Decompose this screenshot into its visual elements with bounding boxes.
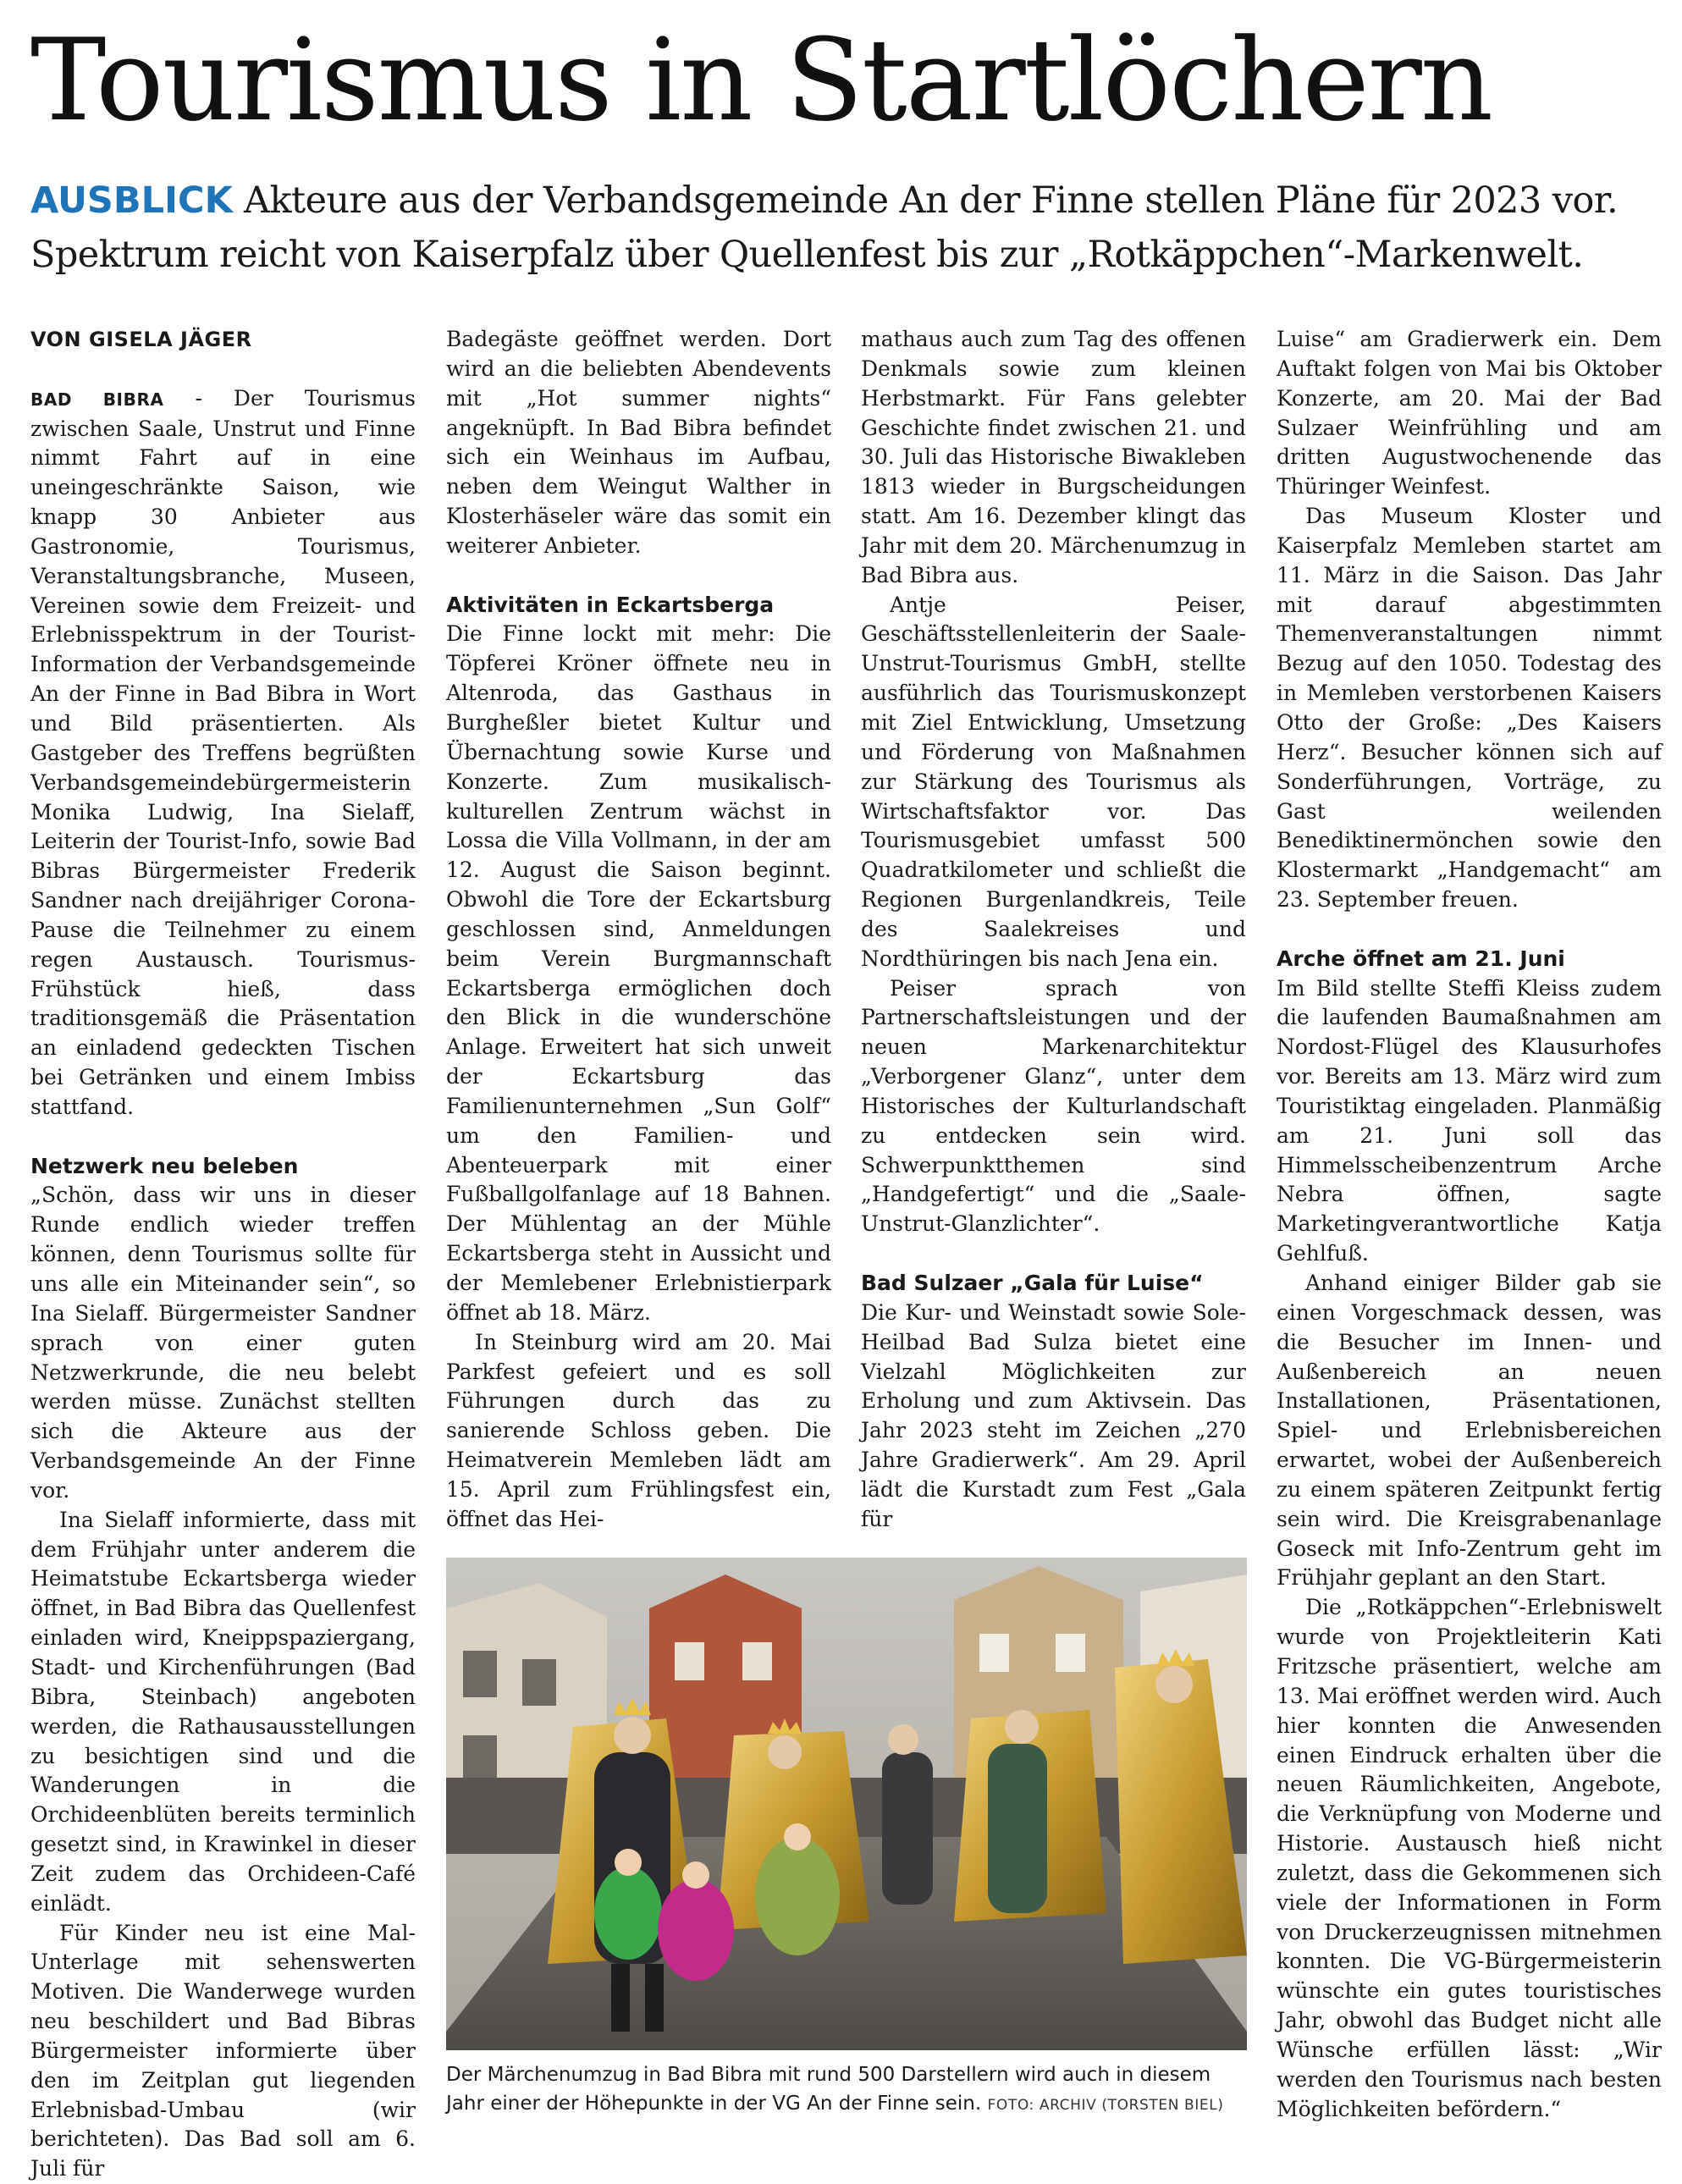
column-4 xyxy=(1277,325,1662,2124)
dateline: BAD BIBRA xyxy=(30,389,164,410)
paragraph-anhand: Anhand einiger Bilder gab sie einen Vorgeschmack dessen, was die Besucher im Innen- und Außenbereich an neuen Installationen, Präsentationen, Spiel- und Erlebnisbereichen erwartet, wobei der Außenbereich zu einem späteren Zeitpunkt fertig sein wird. Die Kreisgrabenanlage Goseck mit Info-Zentrum geht im Frühjahr geplant an den Start. xyxy=(1277,1271,1662,1591)
parade-photo xyxy=(446,1558,1247,2050)
byline: VON GISELA JÄGER xyxy=(30,328,252,351)
column-3 xyxy=(861,325,1246,1535)
caption-text: Der Märchenumzug in Bad Bibra mit rund 500 Darstellern wird auch in diesem Jahr einer der Höhepunkte in der VG An der Finne sein. xyxy=(446,2064,1211,2115)
photo-credit: FOTO: ARCHIV (TORSTEN BIEL) xyxy=(987,2097,1224,2114)
headline: Tourismus in Startlöchern xyxy=(30,14,1492,146)
paragraph-luise: Luise“ am Gradierwerk ein. Dem Auftakt folgen von Mai bis Oktober Konzerte, am 20. Mai der Bad Sulzaer Weinfrühling und am dritten Augustwochenende das Thüringer Weinfest. xyxy=(1277,327,1662,499)
paragraph-badegaeste: Badegäste geöffnet werden. Dort wird an die beliebten Abendevents mit „Hot summer nights“ angeknüpft. In Bad Bibra befindet sich ein Weinhaus im Aufbau, neben dem Weingut Walther in Klosterhäseler wäre das somit ein weiterer Anbieter. xyxy=(446,327,831,558)
subheading-aktivitaeten: Aktivitäten in Eckartsberga xyxy=(446,592,775,617)
photo-caption xyxy=(446,2060,1247,2120)
paragraph-peiser: Peiser sprach von Partnerschaftsleistungen und der neuen Markenarchitektur „Verborgener Glanz“, unter dem Historisches der Kulturlandschaft zu entdecken sein wird. Schwerpunktthemen sind „Handgefertigt“ und die „Saale-Unstrut-Glanzlichter“. xyxy=(861,975,1246,1237)
column-2 xyxy=(446,325,831,1535)
paragraph-bild: Im Bild stellte Steffi Kleiss zudem die laufenden Baumaßnahmen am Nordost-Flügel des Klausurhofes vor. Bereits am 13. März wird zum Touristiktag eingeladen. Planmäßig am 21. Juni soll das Himmelsscheibenzentrum Arche Nebra öffnen, sagte Marketingverantwortliche Katja Gehlfuß. xyxy=(1277,975,1662,1266)
paragraph-finne: Die Finne lockt mit mehr: Die Töpferei Kröner öffnete neu in Altenroda, das Gasthaus in Burgheßler bietet Kultur und Übernachtung sowie Kurse und Konzerte. Zum musikalisch-kulturellen Zentrum wächst in Lossa die Villa Vollmann, in der am 12. August die Saison beginnt. Obwohl die Tore der Eckartsburg geschlossen sind, Anmeldungen beim Verein Burgmannschaft Eckartsberga ermöglichen doch den Blick in die wunderschöne Anlage. Erweitert hat sich unweit der Eckartsburg das Familienunternehmen „Sun Golf“ um den Familien- und Abenteuerpark mit einer Fußballgolfanlage auf 18 Bahnen. Der Mühlentag an der Mühle Eckartsberga steht in Aussicht und der Memlebener Erlebnistierpark öffnet ab 18. März. xyxy=(446,621,831,1325)
subhead-line-2: Spektrum reicht von Kaiserpfalz über Quellenfest bis zur „Rotkäppchen“-Markenwelt. xyxy=(30,234,1584,276)
paragraph-rotkaeppchen: Die „Rotkäppchen“-Erlebniswelt wurde von Projektleiterin Kati Fritzsche präsentiert, welche am 13. Mai eröffnet werden wird. Auch hier konnten die Anwesenden einen Eindruck erhalten über die neuen Räumlichkeiten, Angebote, die Verknüpfung von Moderne und Historie. Austausch hieß nicht zuletzt, dass die Gekommenen sich viele der Informationen in Form von Druckerzeugnissen mitnehmen konnten. Die VG-Bürgermeisterin wünschte ein gutes touristisches Jahr, obwohl das Budget nicht alle Wünsche erfüllen lässt: „Wir werden den Tourismus nach besten Möglichkeiten befördern.“ xyxy=(1277,1595,1662,2121)
paragraph-steinburg: In Steinburg wird am 20. Mai Parkfest gefeiert und es soll Führungen durch das zu sanierende Schloss geben. Die Heimatverein Memleben lädt am 15. April zum Frühlingsfest ein, öffnet das Hei- xyxy=(446,1329,831,1531)
subhead-text-1: Akteure aus der Verbandsgemeinde An der Finne stellen Pläne für 2023 vor. xyxy=(243,179,1619,222)
subheading-arche: Arche öffnet am 21. Juni xyxy=(1277,946,1565,971)
paragraph-kurstadt: Die Kur- und Weinstadt sowie Sole-Heilbad Bad Sulza bietet eine Vielzahl Möglichkeiten zur Erholung und zum Aktivsein. Das Jahr 2023 steht im Zeichen „270 Jahre Gradierwerk“. Am 29. April lädt die Kurstadt zum Fest „Gala für xyxy=(861,1299,1246,1531)
subhead-line-1 xyxy=(30,176,1656,225)
paragraph-kinder: Für Kinder neu ist eine Mal-Unterlage mit sehenswerten Motiven. Die Wanderwege wurden neu beschildert und Bad Bibras Bürgermeister informierte über den im Zeitplan gut liegenden Erlebnisbad-Umbau (wir berichteten). Das Bad soll am 6. Juli für xyxy=(30,1920,416,2181)
paragraph-antje-peiser: Antje Peiser, Geschäftsstellenleiterin der Saale-Unstrut-Tourismus GmbH, stellte ausführlich das Tourismuskonzept mit Ziel Entwicklung, Umsetzung und Förderung von Maßnahmen zur Stärkung des Tourismus als Wirtschaftsfaktor vor. Das Tourismusgebiet umfasst 500 Quadratkilometer und schließt die Regionen Burgenlandkreis, Teile des Saalekreises und Nordthüringen bis nach Jena ein. xyxy=(861,592,1246,971)
paragraph-intro xyxy=(30,384,416,1122)
column-1 xyxy=(30,325,416,2184)
paragraph-museum: Das Museum Kloster und Kaiserpfalz Memleben startet am 11. März in die Saison. Das Jahr mit darauf abgestimmten Themenveranstaltungen nimmt Bezug auf den 1050. Todestag des in Memleben verstorbenen Kaisers Otto der Große: „Des Kaisers Herz“. Besucher können sich auf Sonderführungen, Vorträge, zu Gast weilenden Benediktinermönchen sowie den Klostermarkt „Handgemacht“ am 23. September freuen. xyxy=(1277,504,1662,913)
subheading-netzwerk: Netzwerk neu beleben xyxy=(30,1153,299,1178)
intro-text: - Der Tourismus zwischen Saale, Unstrut und Finne nimmt Fahrt auf in eine uneingeschränkte Saison, wie knapp 30 Anbieter aus Gastronomie, Tourismus, Veranstaltungsbranche, Museen, Vereinen sowie dem Freizeit- und Erlebnisspektrum in der Tourist-Information der Verbandsgemeinde An der Finne in Bad Bibra in Wort und Bild präsentierten. Als Gastgeber des Treffens begrüßten Verbandsgemeindebürgermeisterin Monika Ludwig, Ina Sielaff, Leiterin der Tourist-Info, sowie Bad Bibras Bürgermeister Frederik Sandner nach dreijähriger Corona-Pause die Teilnehmer zu einem regen Austausch. Tourismus-Frühstück hieß, dass traditionsgemäß die Präsentation an einladend gedeckten Tischen bei Getränken und einem Imbiss stattfand. xyxy=(30,385,416,1119)
paragraph-heimathaus: mathaus auch zum Tag des offenen Denkmals sowie zum kleinen Herbstmarkt. Für Fans gelebter Geschichte findet zwischen 21. und 30. Juli das Historische Biwakleben 1813 wieder in Burgscheidungen statt. Am 16. Dezember klingt das Jahr mit dem 20. Märchenumzug in Bad Bibra aus. xyxy=(861,327,1246,587)
subheading-bad-sulzaer: Bad Sulzaer „Gala für Luise“ xyxy=(861,1271,1204,1295)
paragraph-ina-sielaff: Ina Sielaff informierte, dass mit dem Frühjahr unter anderem die Heimatstube Eckartsberga wieder öffnet, in Bad Bibra das Quellenfest einladen wird, Kneippspaziergang, Stadt- und Kirchenführungen (Bad Bibra, Steinbach) angeboten werden, die Rathausausstellungen zu besichtigen sind und die Wanderungen in die Orchideenblüten bereits terminlich gesetzt sind, in Krawinkel in dieser Zeit zudem das Orchideen-Café einlädt. xyxy=(30,1507,416,1916)
paragraph-schoen: „Schön, dass wir uns in dieser Runde endlich wieder treffen können, denn Tourismus sollte für uns alle ein Miteinander sein“, so Ina Sielaff. Bürgermeister Sandner sprach von einer guten Netzwerkrunde, die neu belebt werden müsse. Zunächst stellten sich die Akteure aus der Verbandsgemeinde An der Finne vor. xyxy=(30,1183,416,1503)
kicker: AUSBLICK xyxy=(30,179,233,222)
